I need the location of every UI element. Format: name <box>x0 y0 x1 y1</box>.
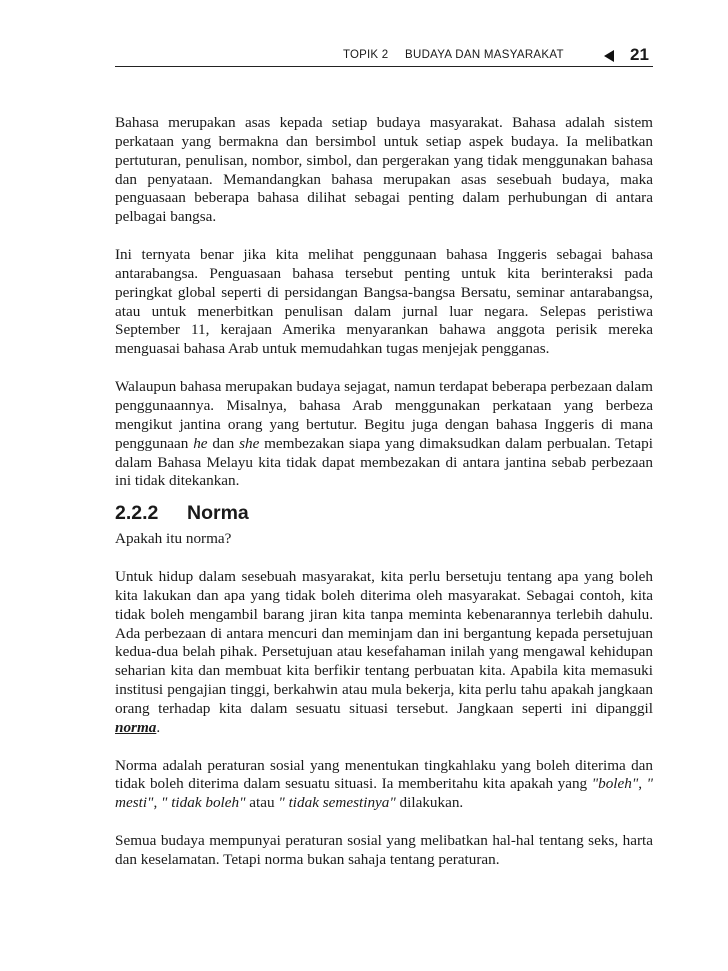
section-number: 2.2.2 <box>115 502 159 525</box>
italic-term-he: he <box>193 434 208 452</box>
paragraph-bahasa-inggeris: Ini ternyata benar jika kita melihat penggunaan bahasa Inggeris sebagai bahasa antarabangsa. Penguasaan bahasa tersebut penting untuk kita berinteraksi pada peringkat global seperti di persidangan Bangsa-bangsa Bersatu, seminar antarabangsa, atau untuk menerbitkan penulisan dalam jurnal luar negara. Selepas peristiwa September 11, kerajaan Amerika menyarankan bahawa anggota perisik mereka menguasai bahasa Arab untuk memudahkan tugas menjejak pengganas. <box>115 246 653 358</box>
section-heading <box>115 500 653 530</box>
text-run: . <box>156 718 161 736</box>
quoted-term-tidak-boleh: " tidak boleh" <box>161 794 246 812</box>
page-number: 21 <box>630 45 649 64</box>
paragraph-question: Apakah itu norma? <box>115 530 232 548</box>
text-run: Norma adalah peraturan sosial yang menentukan tingkahlaku yang boleh diterima dan tidak boleh diterima dalam sesuatu situasi. Ia memberitahu kita apakah yang <box>115 756 653 793</box>
paragraph-bahasa-asas: Bahasa merupakan asas kepada setiap budaya masyarakat. Bahasa adalah sistem perkataan yang bermakna dan bersimbol untuk setiap aspek budaya. Ia melibatkan pertuturan, penulisan, nombor, simbol, dan pergerakan yang tidak menggunakan bahasa dan penyataan. Memandangkan bahasa merupakan asas sesebuah budaya, maka penguasaan beberapa bahasa dilihat sebagai penting dalam perhubungan di antara pelbagai bangsa. <box>115 114 653 226</box>
text-run: atau <box>245 794 279 812</box>
text-run: dan <box>207 434 240 452</box>
highlighted-term-norma: norma <box>115 718 157 736</box>
page-header <box>115 42 653 67</box>
quoted-term-tidak-semestinya: " tidak semestinya" <box>278 794 396 812</box>
text-run: Walaupun bahasa merupakan budaya sejagat, namun terdapat beberapa perbezaan dalam penggunaannya. Misalnya, bahasa Arab menggunakan perkataan yang berbeza mengikut jantina orang yang bertutur. Begitu juga dengan bahasa Inggeris di mana penggunaan <box>115 378 653 452</box>
italic-term-she: she <box>239 434 260 452</box>
text-run: Untuk hidup dalam sesebuah masyarakat, kita perlu bersetuju tentang apa yang boleh kita lakukan dan apa yang tidak boleh diterima oleh masyarakat. Sebagai contoh, kita tidak boleh mengambil barang jiran kita tanpa meminta kebenarannya terlebih dahulu. Ada perbezaan di antara mencuri dan meminjam dan ini bergantung kepada persetujuan kedua-dua belah pihak. Persetujuan atau kesefahaman inilah yang mengawal kehidupan seharian kita dan membuat kita berfikir tentang perbuatan kita. Apabila kita memasuki institusi pengajian tinggi, berkahwin atau mula bekerja, kita perlu tahu apakah jangkaan orang terhadap kita dalam sesuatu situasi tersebut. Jangkaan seperti ini dipanggil <box>115 568 653 717</box>
paragraph-norma-definition <box>115 757 653 814</box>
text-run: , <box>638 775 647 793</box>
paragraph-norma-intro <box>115 568 653 738</box>
text-run: dilakukan. <box>395 794 464 812</box>
header-topic: TOPIK 2 <box>343 49 389 61</box>
paragraph-bahasa-jantina <box>115 378 653 491</box>
header-title: BUDAYA DAN MASYARAKAT <box>405 49 564 61</box>
paragraph-norma-peraturan: Semua budaya mempunyai peraturan sosial yang melibatkan hal-hal tentang seks, harta dan keselamatan. Tetapi norma bukan sahaja tentang peraturan. <box>115 832 653 868</box>
section-title: Norma <box>187 502 249 525</box>
text-run: membezakan siapa yang dimaksudkan dalam perbualan. Tetapi dalam Bahasa Melayu kita tidak dapat membezakan di antara jantina sebab perbezaan ini tidak ditekankan. <box>115 434 653 490</box>
text-run: , <box>153 794 162 812</box>
page-body <box>115 114 653 870</box>
quoted-term-mesti: " mesti" <box>115 775 653 812</box>
triangle-left-icon <box>604 50 614 62</box>
quoted-term-boleh: "boleh" <box>591 775 639 793</box>
